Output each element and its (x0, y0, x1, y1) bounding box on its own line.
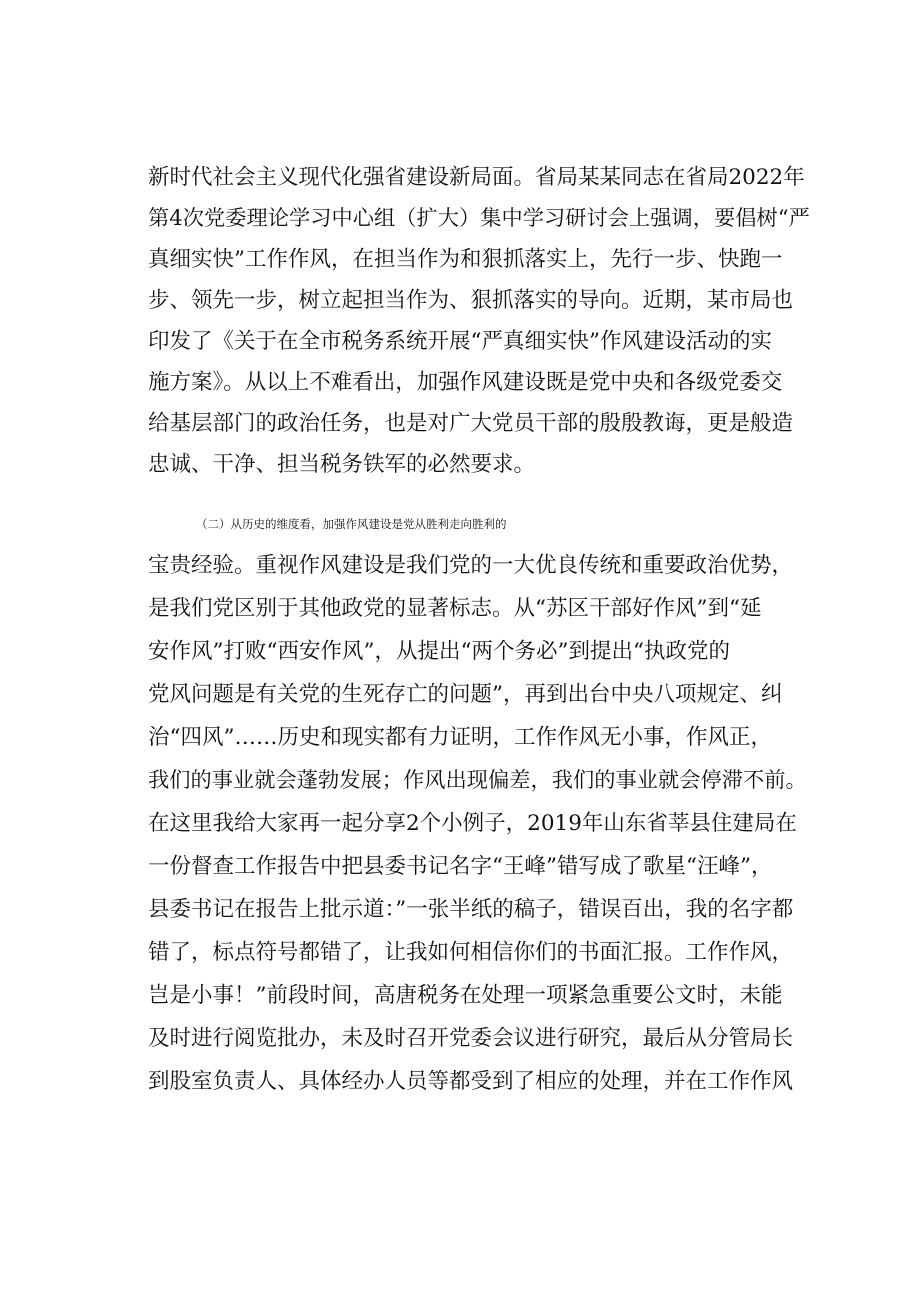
text-line-1: 新时代社会主义现代化强省建设新局面。省局某某同志在省局2022年 (148, 165, 805, 190)
text-line-10: 宝贵经验。重视作风建设是我们党的一大优良传统和重要政治优势， (148, 553, 794, 578)
text-line-2: 第4次党委理论学习中心组（扩大）集中学习研讨会上强调，要倡树“严 (148, 206, 810, 231)
text-line-7: 给基层部门的政治任务，也是对广大党员干部的殷殷教诲，更是般造 (148, 411, 794, 436)
text-line-5: 印发了《关于在全市税务系统开展“严真细实快”作风建设活动的实 (148, 329, 772, 354)
text-line-20: 岂是小事！”前段时间，高唐税务在处理一项紧急重要公文时，未能 (148, 983, 783, 1008)
text-line-19: 错了，标点符号都错了，让我如何相信你们的书面汇报。工作作风， (148, 940, 794, 965)
text-line-21: 及时进行阅览批办，未及时召开党委会议进行研究，最后从分管局长 (148, 1026, 794, 1051)
text-line-4: 步、领先一步，树立起担当作为、狠抓落实的导向。近期，某市局也 (148, 288, 794, 313)
text-line-11: 是我们党区别于其他政党的显著标志。从“苏区干部好作风”到“延 (148, 596, 762, 621)
text-line-16: 在这里我给大家再一起分享2个小例子，2019年山东省莘县住建局在 (148, 811, 797, 836)
text-line-6: 施方案》。从以上不难看出，加强作风建设既是党中央和各级党委交 (148, 370, 783, 395)
text-line-9: （二）从历史的维度看，加强作风建设是党从胜利走向胜利的 (196, 517, 507, 531)
text-line-18: 县委书记在报告上批示道：”一张半纸的稿子，错误百出，我的名字都 (148, 897, 794, 922)
text-line-15: 我们的事业就会蓬勃发展；作风出现偏差，我们的事业就会停滞不前。 (148, 768, 807, 793)
text-line-14: 治“四风”……历史和现实都有力证明，工作作风无小事，作风正， (148, 725, 772, 750)
text-line-8: 忠诚、干净、担当税务铁军的必然要求。 (148, 452, 536, 477)
text-line-12: 安作风”打败“西安作风”，从提出“两个务必”到提出“执政党的 (148, 639, 730, 664)
text-line-17: 一份督查工作报告中把县委书记名字“王峰”错写成了歌星“汪峰”， (148, 854, 773, 879)
text-line-3: 真细实快”工作作风，在担当作为和狠抓落实上，先行一步、快跑一 (148, 247, 783, 272)
text-line-13: 党风问题是有关党的生死存亡的问题”，再到出台中央八项规定、纠 (148, 682, 783, 707)
text-line-22: 到股室负责人、具体经办人员等都受到了相应的处理，并在工作作风 (148, 1069, 794, 1094)
